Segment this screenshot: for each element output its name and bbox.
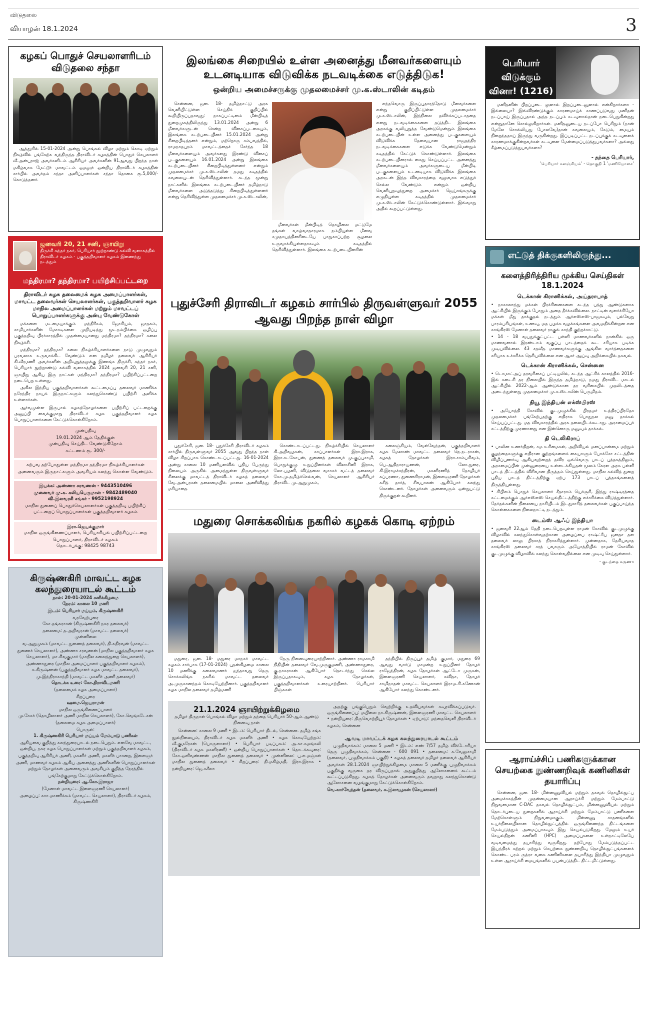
workshop-heading: திராவிடர் கழக தலைமைக் கழக அமைப்பாளர்கள், மாவட்ட தலைவர்கள் செயலாளர்கள், பகுத்தறிவாளர் கழக மாநில அமைப்பாளர்கள் மற்றும் மாவட்டப் பொறுப்பாளர்களுக்கு அன்பு வேண்டுகோள் bbox=[14, 292, 157, 319]
periyar-quote: மனிதனின் பிறப்புடை லுளால் இறப்புடைனுளால் என்கிறார்களா - இல்லையா? இவ்விரண்டுக்கும் காரணமாய்க் காணப்படுவது மனிதன் நடப்பாய் இருப்பதால் அந்த நடப்பும் கடவுளால்தான் நடைபெறுகின்றது என்றுதானே சொல்லுகிறார்கள். மனிதனுடைய நடப்போ பெரிதும் (நான் மேலே சொல்லியது போலவே)தான் கவலையும், கேடும், மையும் நிறைந்ததாய் இருந்து வருகின்றது. இப்படிப்பட்ட நடப்புக்குக் கடவுளைக் காரணமாக்குகின்றவர்கள் கடவுளை மேன்மைப்படுத்துபவர்களா? அல்லது கீழ்மைப்படுத்துபவர்களா? bbox=[491, 103, 634, 152]
photo-person bbox=[19, 92, 45, 144]
news-roundup-title: களைத்திரித்திரிய முக்கிய செய்திகள் bbox=[500, 271, 624, 280]
lead-headline: இலங்கை சிறையில் உள்ள அனைத்து மீனவர்களையும் உடனடியாக விடுவிக்க நடவடிக்கை எடுத்திடுக! bbox=[186, 54, 462, 81]
middle-column bbox=[168, 46, 480, 876]
appeal-text: கற்பவ தற்போதுள்ள மந்திரமா தந்திரமா நிகழ்ச்சியாளர்கள் அனைவரும் இருநாட்களும் அவசியம் கலந்து கொள்ள வேண்டும். bbox=[14, 460, 157, 479]
avadi-signatory: வெ.கார்வேந்தன் (தலைவர், சு.இளவழகன் (செயலாளர்) bbox=[327, 788, 438, 794]
donation-photo bbox=[13, 78, 158, 144]
puducherry-text-col3: கலைஞ்சியம், வேள்வேந்தன், பகுத்தறிவாளர் கழக மேலாண் மாவட்ட தலைவர் நெ.நடராசன், கழகத் தோழர்கள் இரா.சாம்பசிவம், பெ.ஆதிநாராயணன், லோ.துரை, கி.இராமச்சந்திரன், மகளிரணித் தோழியர் சுப்பரணா, துணைசிராமன், இளைஞரணி தோழர்கள் சுசித் தார்த், சிவபாலன் ஆகியோர் கலந்து கொண்டனர். தோழர்கள் அனைவரும் ஒன்றுபட்டு திருக்குறள் கூறினர். bbox=[379, 444, 481, 499]
meeting-title: கிருஷ்ணகிரி மாவட்ட கழக கலந்துரையாடல் கூட்டம் bbox=[30, 573, 141, 595]
news-item: • ஜனவரி 22ஆம் தேதி நடைபெறவுள்ள ராமன் கோவில் குடமுழுக்கு விழாவில் கலந்துகொள்வதற்கான அழைப்பை ராஷ்ட்ரீய ஜனதா தள தலைவர் லாலு பிரசாத் நிராகரித்துள்ளார். முன்னதாக, தேசியவாத காங்கிரஸ் தலைவர் சரத் பவாரும் அயோத்தியில் ராமன் கோவில் குடமுழுக்கு விழாவில் கலந்து கொள்வதில்லை என முடிவு செய்துள்ளார். bbox=[491, 527, 634, 558]
madurai-text-col2: நேரு நினைவுரையாற்றினார். அண்ணா ராமசாமி நிதியின் தலைவர் வே.முருகுமணி, அண்ணாதுரை, கு.நாகராசன் ஆகியோர் தொடர்ந்து செல்ல இருப்பதாகவும், கழக தோழர்கள், பகுத்தறிவாளர்கள் உரையாற்றினர். பெரியார் பிஞ்சுகள் bbox=[273, 656, 375, 693]
news-section-heading: டெக்கான் கிரானிக்கல், அய்தராபாத் bbox=[517, 294, 608, 300]
periyar-title: பெரியார் விடுக்கும் வினா! (1216) bbox=[488, 59, 554, 97]
donation-article bbox=[8, 46, 163, 232]
workshop-text: மக்களை மடமையாக்கும் மந்திரீகம், ஜோசியம், ஜாதகம், சாமியார்களின் மோசடிகளை முறியடித்து மூடநம்பிக்கை ஒழிப்பு பகுத்தறிவு பிரச்சாரத்தில் முதன்மையானது மந்திரமா? தந்திரமா? கலை நிகழ்ச்சி. மந்திரமா? தந்திரமா? கலை நிகழ்ச்சியாளர்களை நாடு முழுவதும் பரவலாக உருவாக்கிட வேண்டும் என தமிழர் தலைவர் ஆசிரியர் கி.வீரமணி அவர்களின் அறிவுறுத்தலுக்கு இணங்க திருச்சி, சுந்தர் நகர், பெரியார் நூற்றாண்டு கல்வி வளாகத்தில் 2024 ஜனவரி 20, 21 சனி, ஞாயிறு ஆகிய இரு நாட்கள் மந்திரமா? தந்திரமா? பயிற்சிப்பட்டறை நடைபெற உள்ளது. அகில இந்திய பகுத்தறிவாளர்கள் கூட்டமைப்பு தலைவர் மாணிக்க நரேந்திர நாயக் இருநாட்களும் கலந்துகொண்டு பயிற்சி அளிக்க உள்ளார்கள். ஆர்வமுள்ள இருபால் கழகத்தோழர்களை பயிற்சிப் பட்டறைக்கு அனுப்பி வைக்குமாறு திராவிடர் கழக பகுத்தறிவாளர் கழக பொறுப்பாளர்களை கேட்டுக்கொள்கிறோம். bbox=[14, 322, 157, 424]
news-byline: - குடந்தை கருணா bbox=[599, 558, 634, 564]
workshop-venue: திருச்சி சுந்தர் நகர், பெரியார் நூற்றாண்டு கல்வி வளாகத்தில் திராவிடர் கழகம் - பகுத்தறிவாளர் கழகம் இணைந்து நடத்தும் bbox=[40, 249, 155, 265]
contacts-box: இயக்க: அண்ணா சரவணன் - 9443510496 முனைவர் மு.க. கலியபெருமாள் - 9842489040 வி.இளவரசி சங்கர் - 9952198924 மாநில துணைப் பொதுச்செயலாளர்கள் பகுத்தறிவு பயிற்சிப் பட்டறைப் பொறுப்பாளர்கள் பகுத்தறிவாளர் கழகம் bbox=[14, 481, 157, 520]
news-item: • டொமாட்அப் தரவரிசைப் பட்டியலில், கடந்த ஆட்சிக் காலத்தில் 2016-இல் கடைசி தர நிலையில் இருந்த தமிழ்நாடு, நமது திராவிட மாடல் ஆட்சியில் 2022-ஆம் ஆண்டுக்கான தர வரிசையில் முதலிடத்தை அடைந்துள்ளது முதலமைச்சர் மு.க.ஸ்டாலின் பெருமிதம். bbox=[491, 372, 634, 397]
lead-article bbox=[168, 54, 480, 287]
news-item: • பாலின உணர்திறன், சம உரிமைகள், அறிவியல் மனப்பான்மை மற்றும் குழந்தைகளுக்கு எதிரான குற்றங்களைக் கையாளும் போக்சோ சட்டத்தின் விழிப்புணர்வு ஆகியவற்றைத் தவிர ஒவ்வொரு பாடப் புத்தகத்திலும், அரசமைப்பின் முன்னுரையை உள்ளடக்கியதன் மூலம் கேரள அரசு பள்ளி பாடத் திட்டத்தில் விரிவான திருத்தம் செய்துள்ளது. மாநில கல்வித் துறை புதிய பாடத் திட்டத்திற்கு ஏற்ப 173 பாடப் புத்தகங்களைத் திருத்தியுள்ளது. bbox=[491, 445, 634, 488]
news-item: • 14 - 18 வயதுக்குட்பட்ட பள்ளி மாணவர்களில் நான்கில் ஒரு மாணவனால் இரண்டாம் வகுப்பு பாடத்தைக் கூட சரியாக படிக்க முடியவில்லை. 43 சதவீத மாணவர்களுக்கு ஆங்கில வார்த்தைகளை சரியாக உச்சரிக்க தெரியவில்லை என ஆசர் ஆய்வு அறிக்கையில் தகவல். bbox=[491, 335, 634, 360]
puducherry-headline: புதுச்சேரி திராவிடர் கழகம் சார்பில் திருவள்ளுவர் 2055 ஆவது பிறந்த நாள் விழா bbox=[170, 296, 478, 326]
news-roundup-date: 18.1.2024 bbox=[541, 281, 584, 290]
photo-person bbox=[129, 92, 155, 144]
lead-text-col2: மீனவர்கள் மீன்பிடித் தொழிலை மட்டுமே தங்கள் வாழ்வாதாரமாக நம்பியுள்ள மீனவ சமுதாயத்தினரிடையே பாதுகாப்பற்ற சூழலை உருவாக்கியுள்ளதாகவும் கடிதத்தில் தெரிவித்துள்ளார். இலங்கை கடற்படையினரின் bbox=[272, 223, 372, 253]
news-roundup-banner: எட்டுத் திக்குகளிலிருந்து... bbox=[486, 247, 639, 267]
photo-person bbox=[101, 92, 127, 144]
news-section-items bbox=[491, 372, 634, 397]
news-section-heading: டைம்ஸ் ஆஃப் இந்தியா bbox=[531, 517, 594, 524]
masthead bbox=[8, 8, 639, 40]
madurai-headline: மதுரை சொக்கலிங்க நகரில் கழகக் கொடி ஏற்றம் bbox=[168, 509, 480, 530]
news-section-items bbox=[491, 409, 634, 434]
flag-hoisting-photo bbox=[168, 533, 480, 653]
paper-name: விடுதலை bbox=[10, 12, 37, 19]
lead-subheadline: ஒன்றிய அமைச்சருக்கு முதலமைச்சர் மு.க.ஸ்டாலின் கடிதம் bbox=[213, 84, 435, 94]
news-section-heading: டெக்கான் கிரானிக்கல், சென்னை bbox=[521, 362, 604, 369]
avadi-meeting-title: ஆவடி மாவட்டக் கழக கலந்துரையாடல் கூட்டம் bbox=[344, 735, 459, 742]
workshop-dates: ஜனவரி 20, 21 சனி, ஞாயிறு bbox=[40, 241, 125, 248]
news-item: • அயோத்தி கோவில் குடமுழுக்கில் பிரதமர் உத்திரப்பிரதேச முதலமைச்சர் பங்கேற்பதற்கு எதிராக பொதுநல மனு தாக்கல் செய்யப்பட்டது. மத விவகாரத்தில் அரசு தலையிடக்கூடாது. அரசமைப்புச் சட்டத்திற்கு முரணானது என இன்னொரு மனுவும் தாக்கல். bbox=[491, 409, 634, 434]
photo-person bbox=[73, 92, 99, 144]
events-left-text: சென்னை: காலை 9 மணி • இடம்: பெரியார் திடல், சென்னை. தமிழ் சங்க நூல்நிலையம், திராவிடர் கழக மகளிர் அணி • கழக கொடியேற்றம்: வீ.குமரேசன் (பொருளாளர்) • பெரியார் படிப்பகம்: அ.கா.சுமங்கலி (திராவிடர் கழக மகளிரணி) • ஒன்றிய பொறுப்பாளர்கள் • தொடக்கவுரை: கோ.ஒளிவண்ணன் மாநில துணைத் தலைவர் • முன்னிலை: பு.எ.மஞ்சள் மாநில துணைத் தலைவர் • சிறப்புரை: தி.மகிழ்மதி, இரா.இராசு • நன்றியுரை: ஜெ.சுசீலா bbox=[172, 729, 321, 772]
puducherry-text-col1: புதுச்சேரி, ஜன. 18- புதுச்சேரி திராவிடர் கழகம் சார்பில் திருவள்ளுவர் 2055 ஆவது பிறந்த நாள் விழா சிறப்பாக கொண்டாடப்பட்டது. 16-01-2024 அன்று காலை 10 மணியளவில் புதிய பேருந்து நிலையம் அருகில் அமைந்துள்ள திருவள்ளுவர் சிலைக்கு மாவட்டத் திராவிடர் கழகத் தலைவர் வே.அன்பரசன் தலைமையில் மாலை அணிவித்து மரியாதை bbox=[168, 444, 269, 493]
news-roundup bbox=[485, 246, 640, 743]
news-section-items bbox=[491, 527, 634, 558]
signatory-box: இரா.ஜெயக்குமார் மாநில ஒருங்கிணைப்பாளர், பெரியாரியல் பயிற்சிப்பட்டறை பொறுப்பாளர், திராவிடர் கழகம் தொடர்புக்கு: 98425 98743 bbox=[14, 522, 157, 554]
cdac-headline: ஆராய்ச்சிப் பணிகளுக்கான செயற்கை நுண்ணறிவுக் கணினிகள் தயாரிப்பு bbox=[494, 755, 630, 787]
events-subtitle: தமிழர் திருநாள் பொங்கல் விழா மற்றும் தந்தை பெரியார் 50-ஆம் ஆண்டு நினைவு நாள் bbox=[174, 715, 319, 727]
periyar-question-box bbox=[485, 46, 640, 240]
statue bbox=[273, 370, 333, 440]
madurai-text-col3: தந்தியில் திருப்பூர் தமிழ் குமார், மதுரை 69 ஆவது வார்டு மாமன்ற உறுப்பினர் தோழர் ராஜேந்திரன், கழக தோழர்கள் ஆட்டோ முருகன், இளைஞரணி செயலாளர், கவிதா, தோழர் சாமிநாதன் மாவட்ட செயலாளர் இராம.சி.கணேசன் ஆகியோர் கலந்து கொண்டனர். bbox=[379, 656, 481, 693]
events-listing bbox=[168, 701, 480, 876]
statue-garland-photo bbox=[168, 330, 480, 440]
meeting-notice bbox=[8, 567, 163, 957]
right-column bbox=[485, 46, 640, 929]
lead-text-col1: சென்னை, ஜன. 18- தமிழ்நாட்டு அரசு வெளியிட்டுள்ள செய்திக் குறிப்பில் கூறியிருப்பதாவது: நாகப்பட்டினம் மீன்பிடித் துறைமுகத்திலிருந்து 13.01.2024 அன்று 6 மீனவர்களுடன் சென்ற விசைப்படகையும், இலங்கை கடற்படையினர் 15.01.2024 அன்று சிறைபிடித்தனர் என்றும், மற்றொரு சம்பவத்தில், ராமநாதபுரம் மாவட்டத்தைச் சேர்ந்த 18 மீனவர்களையும் அவர்களது இரண்டு விசைப் படகுகளையும் 16.01.2024 அன்று இலங்கை கடற்படையினர் சிறைபிடித்துள்ளனர் என்றும் முதலமைச்சர் மு.க.ஸ்டாலின் தமது கடிதத்தில் கவலையுடன் தெரிவித்துள்ளார். கடந்த மூன்று நாட்களில் இலங்கை கடற்படையினர் தமிழ்நாடு மீனவர்களை அடுத்தடுத்து சிறைபிடித்துள்ளனர் என்று தெரிவித்துள்ள முதலமைச்சர் மு.க.ஸ்டாலின், bbox=[168, 102, 268, 201]
news-sections bbox=[491, 294, 634, 558]
issue-date: வியாழன் 18.1.2024 bbox=[10, 25, 78, 33]
madurai-text-col1: மதுரை, ஜன. 18- மதுரை மாநகர் மாவட்ட கழகம் சார்பாக (17-01-2024) புதன்கிழமை காலை 10 மணிக்கு கலைவாணர் ஐந்தாவது தெரு சொக்கலிங்க நகரில் மாவட்ட தலைவர் அ.முருகானந்தம் கொடியேற்றினார். பகுத்தறிவாளர் கழக மாநில தலைவர் தமிழ்மணி bbox=[168, 656, 269, 693]
workshop-body bbox=[10, 289, 161, 559]
portrait-photo bbox=[13, 241, 37, 271]
page-number: 3 bbox=[625, 15, 637, 36]
news-section-heading: தி டெலிகிராப் bbox=[544, 436, 581, 443]
news-section-items bbox=[491, 445, 634, 514]
periyar-signature: - தந்தை பெரியார், bbox=[591, 154, 634, 161]
madurai-article bbox=[168, 509, 480, 695]
events-right-text: அதற்கு பங்குபெறும் வெற்றிக்கு உதவியவர்கள் கவுரவிக்கப்படுவர். ஒருங்கிணைப்பு: மயிலை நா.கிருஷ்ணன், இளைஞரணி மாவட்ட செயலாளர் • நன்றியுரை: திருவொற்றியூர் தோழர்கள் • ஏற்பாடு: மந்தைவெளி திராவிடர் கழகம், சென்னை bbox=[327, 705, 476, 729]
donation-caption: ஆத்தூரில் 15-01-2024 அன்று பொங்கல் விழா மற்றும் கொடி ஏற்றும் நிகழ்வில் பங்கேற்க வந்திருந்த திராவிடர் கழகத்தின் பொதுச் செயலாளர் வீ.அன்புராஜ் அவர்களிடம் ஆசிரியர் அவர்களின் 91ஆவது பிறந்த நாள் மகிழ்வாக மேட்டூர் மாவட்டம் ஓமலூர் ஒன்றிய திராவிடர் கழகத்தின் சார்பில் அவர்தம் சந்தா அளிப்பாளர்கள் சந்தா தொகை ரூ.5,000/- கொடுத்தனர். bbox=[13, 147, 158, 184]
events-title: 21.1.2024 ஞாயிற்றுக்கிழமை bbox=[193, 705, 300, 715]
workshop-header bbox=[10, 238, 161, 276]
news-item: • நாகாலாந்து மக்கள் பிரச்சினைகளை கடந்த பத்து ஆண்டுகளாக ஆட்சியில் இருக்கும் போதும் அதை தீர்க்கவில்லை. நாட்டின் வளர்ச்சியோ மக்கள் மீது தாக்குதல் நடத்தும் ஆர்எஸ்எஸ்-பாஜகவும், பல்வேறு பாரம்பரியங்கள், உணவு, மத பழக்க வழக்கங்களை அவமதிக்கின்றன என காங்கிரஸ் மேனாள் தலைவர் ராகுல் காந்தி குற்றச்சாட்டு. bbox=[491, 303, 634, 334]
photo-person bbox=[45, 92, 71, 144]
news-section-items bbox=[491, 303, 634, 360]
avadi-meeting-text: புழுதிவாக்கம்: மாலை 5 மணி • இடம்: எண் 7/57 தமிழ் விக்டோரியா தெரு புழுதிவாக்கம், சென்னை - 600 091 • தலைமை: க.வேலுசாமி (தலைவர், புழுதிவாக்கம் பகுதி) • கழகத் தலைவர் தமிழர் தலைவர் ஆசிரியர் அவர்கள் 28.1.2024 ஞாயிற்றுக்கிழமை மாலை 5 மணிக்கு புழுதிவாக்கம் பகுதிக்கு வருகை தர விருப்பதால் அதுகுறித்து ஆலோசனைக் கூட்டம் கூட்டப்படுகிறது. கழகத் தோழர்கள் அனைவரும் தவறாது கலந்துகொண்டு ஆலோசனை வழங்குமாறு கேட்டுக்கொள்கிறோம். bbox=[327, 744, 476, 787]
puducherry-text-col2: கொண்டாடப்பட்டது. நிகழ்ச்சியில் செயலாளர் கி.அறிவழகன், காப்பாளர்கள் இரா.இராசு, இரா.சடகோபன், துணைத் தலைவர் மு.குப்புசாமி, பொதுக்குழு உறுப்பினர்கள் விலாசினி இராசு, லோ.பழனி, விடுதலை வாசகர் வட்டத் தலைவர் கோ.மு.தமிழ்ச்செல்வன், செயலாளர் ஆசிரியர் திராவிட மு.ஆறுமுகம், bbox=[273, 444, 375, 487]
cdac-text: சென்னை, ஜன. 18- மின்னணுவியல் மற்றும் தகவல் தொழில்நுட்ப அமைச்சகத்தின் முதன்மையான ஆராய்ச்சி மற்றும் மேம்பாட்டு நிறுவனமான C-DAC தகவல் தொழில்நுட்பம், மின்னணுவியல் மற்றும் தொடர்புடைய துறைகளில் ஆராய்ச்சி மற்றும் மேம்பாட்டு பணிகளை மேற்கொள்ளும் நிறுவனமாகும். மின்னணு சாதனங்களில் உயர்நிலையிலான தொழில்நுட்பத்தில் ஒருங்கிணைந்த திட்டங்களை மேம்படுத்தும் அமைப்பாகவும் இது செயல்படுகிறது. மேலும் உயர் செயல்திறன் கணினி (HPC) அமைப்புகளை உள்நாட்டிலேயே வடிவமைத்து தயாரித்து வருகிறது. தற்போது மேம்படுத்தப்பட்ட இயந்திரக் கற்றல் மற்றும் செயற்கை நுண்ணறிவு தொழில்நுட்பங்களைக் கொண்ட பரம் ருத்ரா வகை கணினிகளை தயாரித்து இந்தியா முழுவதும் உள்ள ஆராய்ச்சி மையங்களில் பயன்படுத்திட திட்டமிட்டுள்ளது. bbox=[491, 791, 634, 865]
periyar-portrait bbox=[556, 47, 639, 99]
lead-text-col3: எந்தவொரு இருப்புதாரத்தோடு மீனவர்களை என்று குறிப்பிட்டுள்ள முதலமைச்சர் மு.க.ஸ்டாலின், இந்நிலை தவிர்க்கப்படாததை எனது நடவடிக்கைகளை தடுத்திட இலங்கை அரசுக்கு வலியுறுத்த வேண்டுமென்றும் இலங்கை கடற்படையின் உள்ள அனைத்து படகுகளையும் விடுவிக்க தேவையான ராஜதந்திர நடவடிக்கைகளை எடுக்க வேண்டுமென்றும் கடிதத்தில் கேட்டுக் கொண்டுள்ளார். இலங்கை கடற்படையினரால் கைது செய்யப்பட்ட அனைத்து மீனவர்களையும் அவர்களுடைய மீன்பிடி படகுகளையும் உடனடியாக விடுவிக்க இலங்கை அரசுடன் இந்த விவகாரத்தை வலுவாக எடுத்துச் செல்ல வேண்டும் என்றும் ஒன்றிய வெளியுறவுத்துறை அமைச்சர் ஜெய்சங்கருக்கு எழுதியுள்ள கடிதத்தில் முதலமைச்சர் மு.க.ஸ்டாலின் கேட்டுக்கொண்டுள்ளார். இவ்வாறு அதில் கூறப்பட்டுள்ளது. bbox=[376, 102, 476, 213]
cdac-article bbox=[485, 749, 640, 929]
chief-minister-photo bbox=[272, 102, 372, 220]
left-column bbox=[8, 46, 163, 957]
donation-title: கழகப் பொதுச் செயலாளரிடம் விடுதலை சந்தா bbox=[20, 51, 151, 74]
workshop-title: மந்திரமா? தந்திரமா? பயிற்சிப்பட்டறை bbox=[10, 276, 161, 289]
news-section-heading: நியூ இந்தியன் எக்ஸ்பிரஸ் bbox=[529, 399, 596, 406]
meeting-details: நாள்: 20-01-2024 சனிக்கிழமை நேரம்: காலை 10 மணி இடம்: பெரியார் மய்யம், கிருஷ்ணகிரி வரவேற்புரை கோ.தங்கராசன் (கிருஷ்ணகிரி நகர தலைவர்) தலைமை: த.அறிவரசன் (மாவட்ட தலைவர்) முன்னிலை வ.ஆறுமுகம் (மாவட்ட துணைத் தலைவர்), தி.கதிரவன் (மாவட்ட துணைச் செயலாளர்), அண்ணா சரவணன் (மாநில பகுத்தறிவாளர் கழக செயலாளர்), மா.சிவகுமார் (மாநில கலைத்துறை செயலாளர்), அண்ணாதுரை (மாநில அமைப்பாளர் பகுத்தறிவாளர் கழகம்), க.கிருஷ்ணன் (பகுத்தறிவாளர் கழக மாவட்ட தலைவர்), மு.இந்திராகாந்தி (மாவட்ட மகளிர் அணி தலைவர்) தொடக்க உரை: கோ.திராவிடமணி (தலைமைக் கழக அமைப்பாளர்) சிறப்புரை ஊமை.ஜெயராமன் மாநில ஒருங்கிணைப்பாளர் மு.சேகர் (தொழிலாளர் அணி மாநில செயலாளர்), கோ.வெங்கடேசன் (தலைமை கழக அமைப்பாளர்) பொருள்: 1. கிருஷ்ணகிரி பெரியார் மய்யம் மேம்பாடு பணிகள் ஆகியவை குறித்து கலந்துரையாடல் நடைபெறும். எனவே மாவட்ட, ஒன்றிய, நகர கழக பொறுப்பாளர்கள் மற்றும் பகுத்தறிவாளர் கழகம், பகுத்தறிவு ஆசிரியர் அணி, மகளிர் அணி, மகளிர் பாசறை, இளைஞர் அணி, மாணவர் கழகம் ஆகிய அனைத்து அணிகளின் பொறுப்பாளர்கள் மற்றும் தோழர்கள் அனைவரும் அவசியம் குறித்த நேரத்தில் பங்கேற்குமாறு கேட்டுக்கொள்கிறோம். நன்றியுரை: ஆ.கோ.இராஜா (மேனாள் மாவட்ட இளைஞரணி செயலாளர்) அழைப்பு: காா.மாணிக்கம் (மாவட்ட செயலாளர்), திராவிடர் கழகம், கிருஷ்ணகிரி bbox=[15, 595, 156, 806]
periyar-source: 'பெரியார் களஞ்சியம்' - தொகுதி 1 'மணியோசை' bbox=[540, 160, 634, 166]
puducherry-article bbox=[168, 295, 480, 501]
registration-box: முன்பதிவு 19.01.2024 ஆம் தேதிக்குள் முன்பதிவு செய்திட வேண்டுகிறோம் கட்டணம் ரூ. 300/- bbox=[14, 426, 157, 458]
news-item: • சிபிஎம் பொதுச் செயலாளர் சீதாராம் யெச்சூரி, இந்து ராஷ்டிரத்தை கட்டமைக்கும் ஆர்எஸ்எஸ் செயல்திட்டத்திற்கு எச்சரிக்கை விடுத்துள்ளார். தேர்தல்களின் நிலையை நாசியிடம் இடதுசாரித் தலைவர்கள் பகுப்பாய்ந்த கொள்கைகளை நிலைநாட்டி நடத்தும். bbox=[491, 490, 634, 515]
workshop-notice bbox=[8, 236, 163, 561]
